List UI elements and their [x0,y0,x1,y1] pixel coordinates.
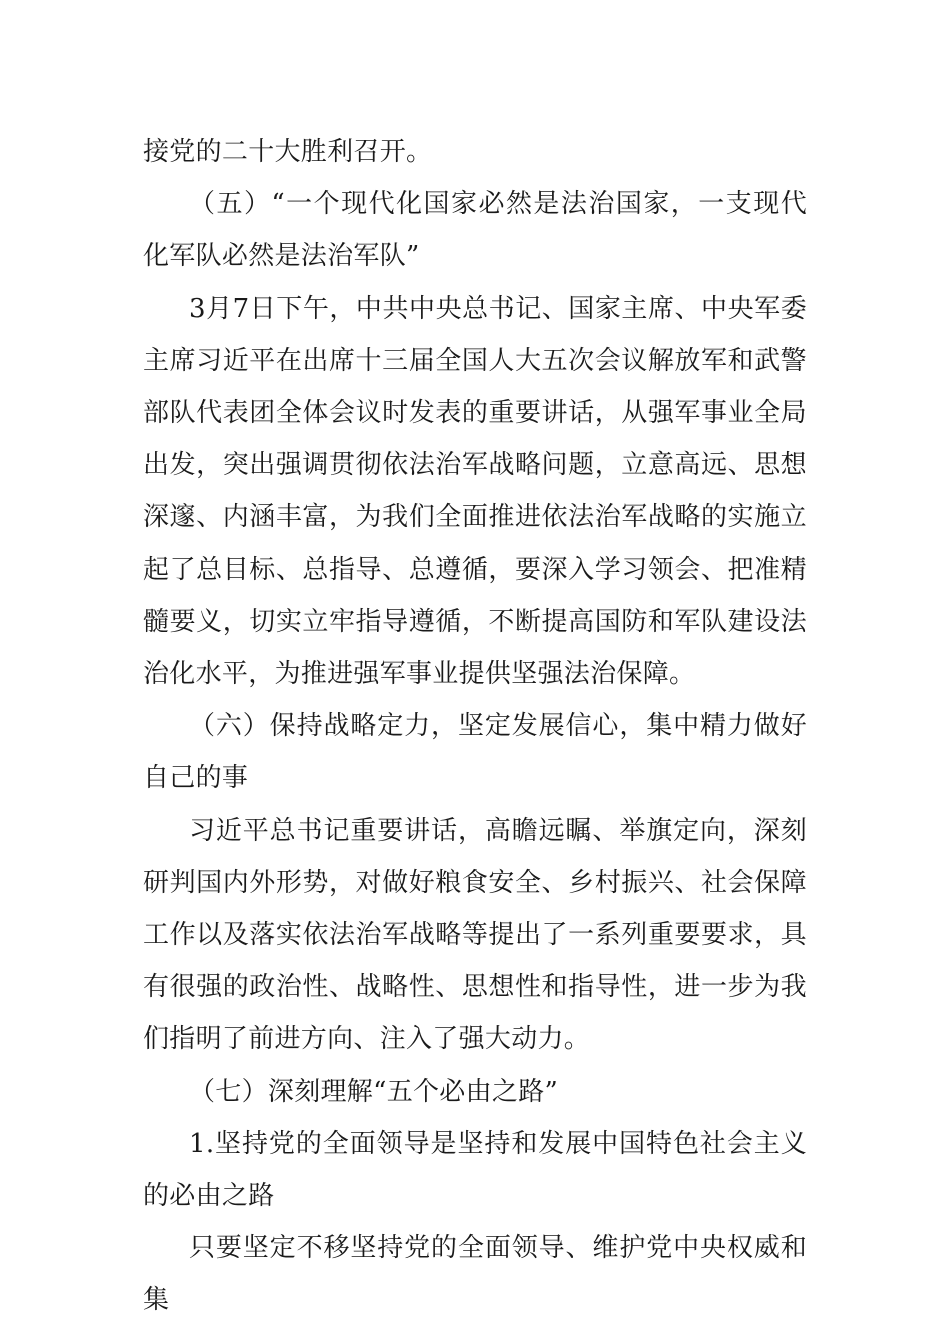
section-heading-6: （六）保持战略定力，坚定发展信心，集中精力做好自己的事 [143,711,807,794]
paragraph-body: 只要坚定不移坚持党的全面领导、维护党中央权威和集 [143,1233,807,1316]
paragraph-continuation: 接党的二十大胜利召开。 [143,137,433,167]
paragraph-body: 习近平总书记重要讲话，高瞻远瞩、举旗定向，深刻研判国内外形势，对做好粮食安全、乡村振兴、社会保障工作以及落实依法治军战略等提出了一系列重要要求，具有很强的政治性、战略性、思想性和指导性，进一步为我们指明了前进方向、注入了强大动力。 [143,815,807,1055]
section-heading-7: （七）深刻理解“五个必由之路” [189,1076,559,1107]
document-body [143,126,807,1327]
section-heading-5: （五）“一个现代化国家必然是法治国家，一支现代化军队必然是法治军队” [143,189,807,272]
subsection-heading-1: 1.坚持党的全面领导是坚持和发展中国特色社会主义的必由之路 [143,1128,807,1212]
paragraph-body: 3月7日下午，中共中央总书记、国家主席、中央军委主席习近平在出席十三届全国人大五次会议解放军和武警部队代表团全体会议时发表的重要讲话，从强军事业全局出发，突出强调贯彻依法治军战略问题，立意高远、思想深邃、内涵丰富，为我们全面推进依法治军战略的实施立起了总目标、总指导、总遵循，要深入学习领会、把准精髓要义，切实立牢指导遵循，不断提高国防和军队建设法治化水平，为推进强军事业提供坚强法治保障。 [143,293,807,690]
